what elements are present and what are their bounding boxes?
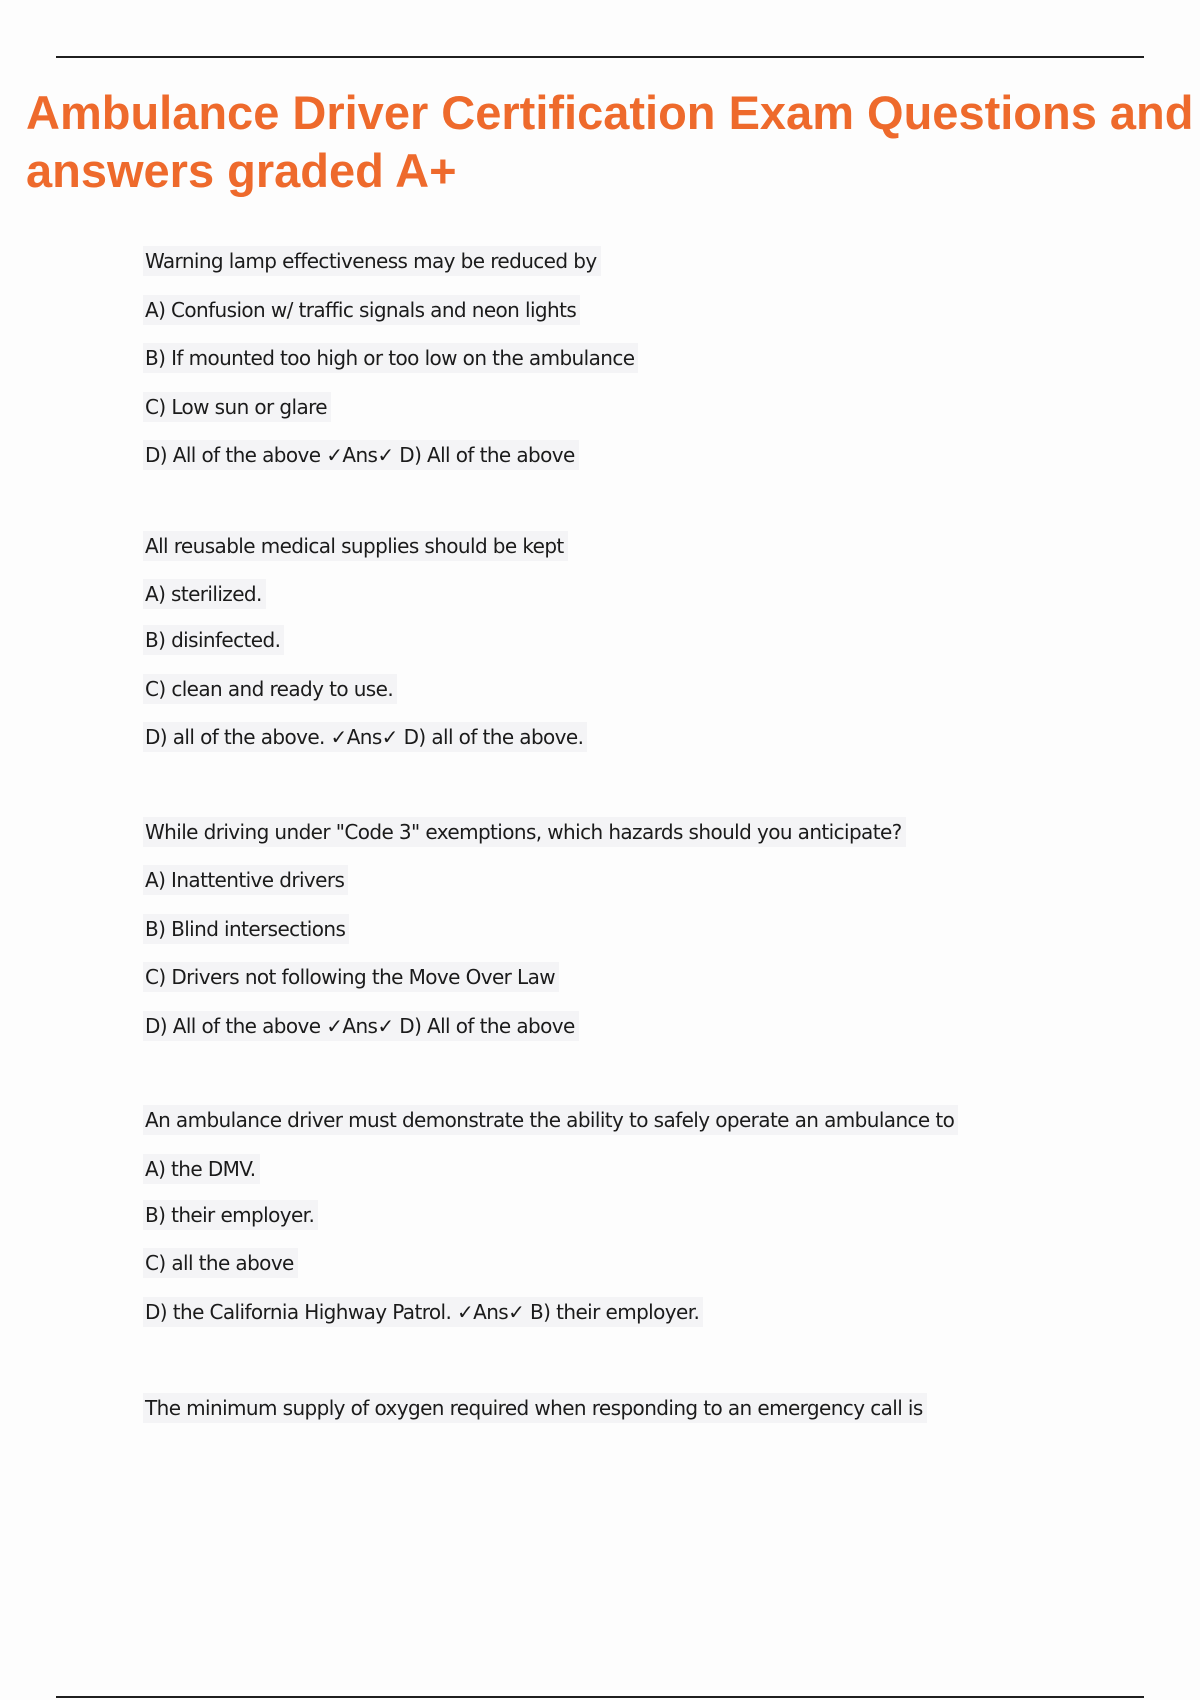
question-text: While driving under "Code 3" exemptions, which hazards should you anticipate? (143, 817, 906, 847)
answer-option-with-key: D) All of the above ✓Ans✓ D) All of the above (143, 1011, 579, 1041)
question-block (143, 246, 1143, 489)
question-text: The minimum supply of oxygen required when responding to an emergency call is (143, 1393, 927, 1423)
question-text: An ambulance driver must demonstrate the ability to safely operate an ambulance to (143, 1105, 958, 1135)
answer-option-with-key: D) all of the above. ✓Ans✓ D) all of the above. (143, 722, 587, 752)
answer-option: B) Blind intersections (143, 914, 349, 944)
question-text: All reusable medical supplies should be kept (143, 531, 568, 561)
answer-option-with-key: D) the California Highway Patrol. ✓Ans✓ B) their employer. (143, 1297, 703, 1327)
question-list (143, 246, 1143, 1492)
answer-option: C) Low sun or glare (143, 392, 331, 422)
question-block (143, 817, 1143, 1060)
answer-option: C) Drivers not following the Move Over Law (143, 962, 559, 992)
answer-option: A) sterilized. (143, 579, 266, 609)
answer-option: C) clean and ready to use. (143, 674, 397, 704)
header-rule (56, 56, 1144, 58)
question-text: Warning lamp effectiveness may be reduced by (143, 246, 601, 276)
footer-rule (56, 1696, 1144, 1698)
answer-option: A) Confusion w/ traffic signals and neon lights (143, 295, 580, 325)
document-title: Ambulance Driver Certification Exam Questions and answers graded A+ (26, 86, 1194, 197)
question-block (143, 531, 1143, 771)
answer-option: C) all the above (143, 1248, 298, 1278)
answer-option: A) Inattentive drivers (143, 865, 348, 895)
answer-option: B) If mounted too high or too low on the ambulance (143, 343, 638, 373)
answer-option: B) their employer. (143, 1200, 318, 1230)
question-block (143, 1393, 1143, 1442)
answer-option-with-key: D) All of the above ✓Ans✓ D) All of the above (143, 440, 579, 470)
question-block (143, 1105, 1143, 1345)
answer-option: A) the DMV. (143, 1154, 260, 1184)
answer-option: B) disinfected. (143, 625, 284, 655)
